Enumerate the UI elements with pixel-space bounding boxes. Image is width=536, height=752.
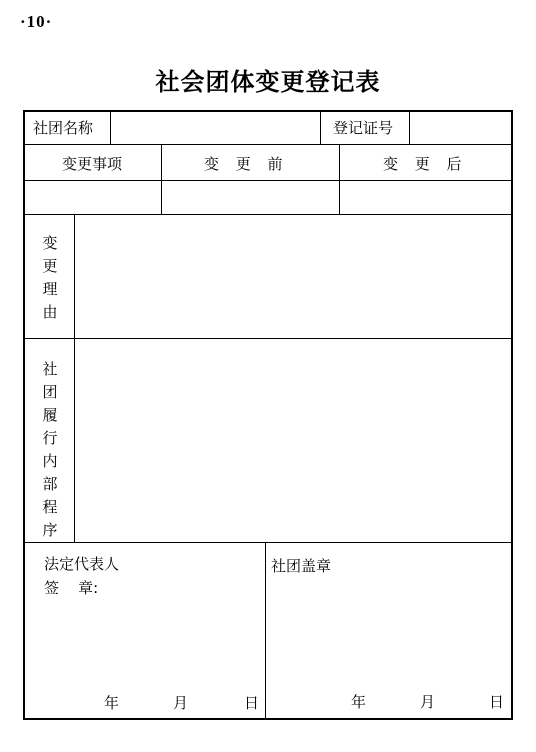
before-change-header: 变 更 前 <box>204 155 289 173</box>
legal-rep-label: 法定代表人 <box>44 555 120 573</box>
org-seal-area[interactable] <box>267 580 510 680</box>
right-month-label: 月 <box>420 693 436 711</box>
after-change-field[interactable] <box>340 181 510 213</box>
left-month-label: 月 <box>173 694 189 712</box>
sign-seal-label: 签 章: <box>44 579 99 597</box>
right-year-label: 年 <box>351 693 367 711</box>
left-year-label: 年 <box>104 694 120 712</box>
change-item-field[interactable] <box>25 181 160 213</box>
reg-no-label: 登记证号 <box>333 119 394 137</box>
left-day-label: 日 <box>244 694 260 712</box>
org-seal-label: 社团盖章 <box>271 557 332 575</box>
rule-row1-bottom <box>23 144 513 145</box>
change-item-header: 变更事项 <box>62 155 123 173</box>
reg-no-field[interactable] <box>411 112 510 143</box>
internal-procedure-field[interactable] <box>75 339 510 541</box>
page-number: ·10· <box>20 12 53 31</box>
right-day-label: 日 <box>489 693 505 711</box>
table-border-bottom <box>23 718 513 720</box>
change-reason-label: 变更理由 <box>42 234 58 321</box>
table-border-right <box>511 110 513 720</box>
after-change-header: 变 更 后 <box>383 155 468 173</box>
rule-row1-v3 <box>409 110 410 145</box>
org-name-field[interactable] <box>112 112 319 143</box>
internal-procedure-label: 社团履行内部程序 <box>42 360 58 539</box>
rule-row1-v2 <box>320 110 321 145</box>
change-reason-field[interactable] <box>75 215 510 337</box>
rule-procedure-bottom <box>23 542 513 543</box>
form-title: 社会团体变更登记表 <box>155 68 381 96</box>
rule-signature-v <box>265 542 266 719</box>
org-name-label: 社团名称 <box>33 119 94 137</box>
legal-rep-signature-area[interactable] <box>25 600 264 680</box>
before-change-field[interactable] <box>162 181 338 213</box>
rule-row1-v1 <box>110 110 111 145</box>
